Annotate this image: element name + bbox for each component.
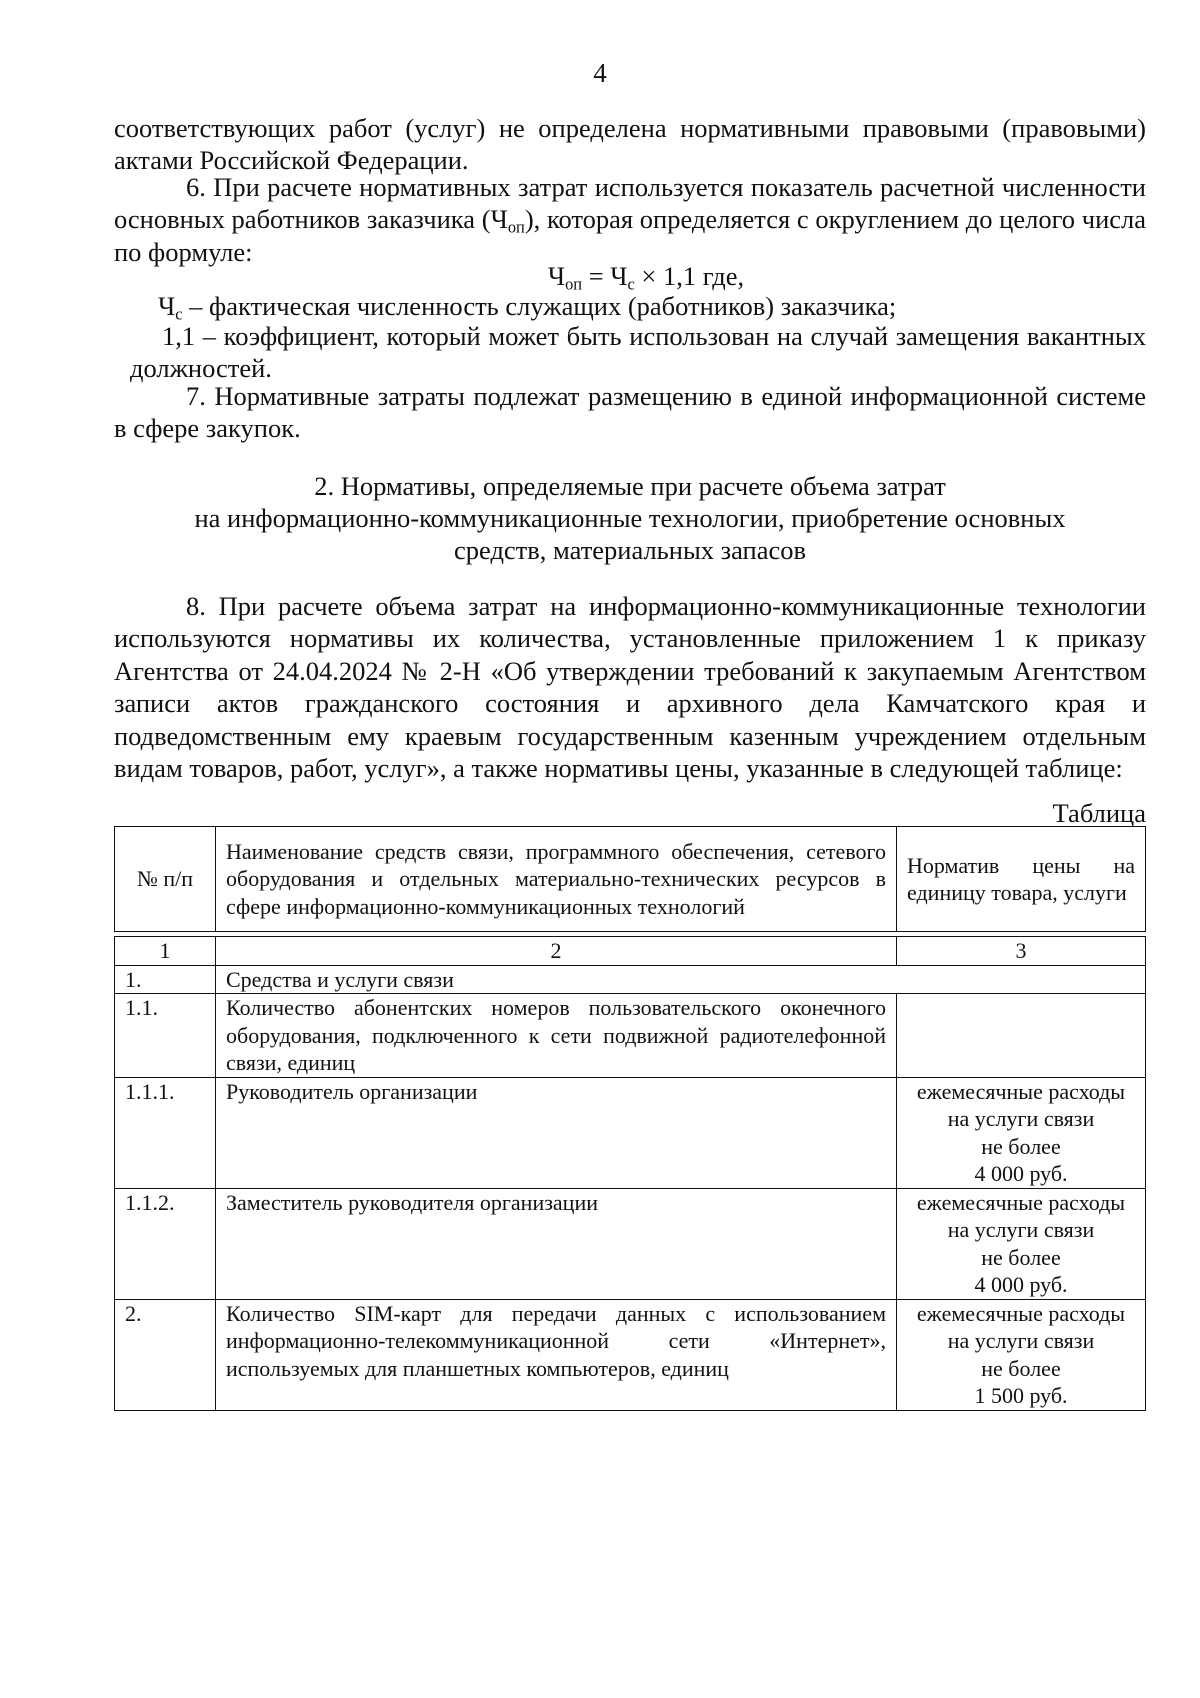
price-line-2: на услуги связи [947,1106,1095,1131]
table-header-row [115,827,1146,932]
formula-subscript-b: с [627,274,635,294]
price-line-3: не более [981,1355,1061,1381]
price-line-3: не более [981,1133,1061,1159]
paragraph-6 [114,171,1146,268]
column-number-3: 3 [897,937,1146,966]
row-name: Руководитель организации [216,1077,897,1188]
price-line-4: 4 000 руб. [974,1161,1068,1186]
paragraph-7: 7. Нормативные затраты подлежат размещению в единой информационной системе в сфере закупок. [114,381,1146,444]
paragraph-continuation: соответствующих работ (услуг) не определена нормативными правовыми (правовыми) актами Российской Федерации. [114,113,1146,176]
price-line-1: ежемесячные расходы [916,1300,1126,1326]
section-heading [114,470,1146,566]
price-line-1: ежемесячные расходы [916,1078,1126,1104]
header-col-number: № п/п [115,827,216,932]
section-heading-line-1: 2. Нормативы, определяемые при расчете объема затрат [314,471,946,501]
row-number: 1.1.2. [115,1188,216,1299]
row-price [897,1299,1146,1410]
row-name: Количество абонентских номеров пользовательского оконечного оборудования, подключенного к сети подвижной радиотелефонной связи, единиц [216,994,897,1078]
column-number-1: 1 [115,937,216,966]
row-number: 1. [115,965,216,994]
header-col-price-line-2: единицу товара, услуги [907,880,1127,905]
norms-table [114,826,1146,1411]
definition-subscript: с [175,304,183,324]
table-row [115,1077,1146,1188]
paragraph-6-tail: ), которая определяется с округлением до целого числа по формуле: [114,204,1146,267]
row-number: 2. [115,1299,216,1410]
price-line-2: на услуги связи [947,1328,1095,1353]
definition-coefficient: 1,1 – коэффициент, который может быть использован на случай замещения вакантных должностей. [130,321,1146,384]
formula-tail: × 1,1 где, [634,261,745,291]
row-name: Заместитель руководителя организации [216,1188,897,1299]
formula [114,260,1162,292]
section-heading-line-2: на информационно-коммуникационные технологии, приобретение основных [194,503,1066,533]
table-row [115,1188,1146,1299]
column-number-2: 2 [216,937,897,966]
definition-text: – фактическая численность служащих (работников) заказчика; [182,291,897,321]
header-col-price-line-1: Норматив цены на [907,852,1135,878]
formula-symbol-b: = Ч [582,261,628,291]
formula-symbol-a: Ч [547,261,566,291]
table-row [115,994,1146,1078]
row-number: 1.1. [115,994,216,1078]
price-line-3: не более [981,1244,1061,1270]
formula-subscript-a: оп [565,274,583,294]
price-line-4: 4 000 руб. [974,1272,1068,1297]
price-line-1: ежемесячные расходы [916,1189,1126,1215]
table-caption: Таблица [1052,798,1146,828]
table-number-row [115,937,1146,966]
row-name: Количество SIM-карт для передачи данных с использованием информационно-телекоммуникационной сети «Интернет», используемых для планшетных компьютеров, единиц [216,1299,897,1410]
paragraph-6-subscript: оп [507,218,525,237]
row-price [897,1077,1146,1188]
price-line-4: 1 500 руб. [974,1383,1068,1408]
definition-symbol: Ч [158,291,176,321]
page-number: 4 [593,58,607,88]
definition-chs [158,290,1146,322]
row-name: Средства и услуги связи [216,965,1146,994]
header-col-price [897,827,1146,932]
paragraph-8: 8. При расчете объема затрат на информационно-коммуникационные технологии используются нормативы их количества, установленные приложением 1 к приказу Агентства от 24.04.2024 № 2-Н «Об утверждении требований к закупаемым Агентством записи актов гражданского состояния и архивного дела Камчатского края и подведомственным ему краевым государственным казенным учреждением отдельным видам товаров, работ, услуг», а также нормативы цены, указанные в следующей таблице: [114,591,1146,784]
price-line-2: на услуги связи [947,1217,1095,1242]
table-row [115,965,1146,994]
row-number: 1.1.1. [115,1077,216,1188]
section-heading-line-3: средств, материальных запасов [454,535,806,565]
paragraph-6-text: 6. При расчете нормативных затрат используется показатель расчетной численности основных работников заказчика (Ч [114,172,1146,235]
table-row [115,1299,1146,1410]
row-price [897,1188,1146,1299]
header-col-name: Наименование средств связи, программного обеспечения, сетевого оборудования и отдельных материально-технических ресурсов в сфере информационно-коммуникационных технологий [216,827,897,932]
row-price [897,994,1146,1078]
